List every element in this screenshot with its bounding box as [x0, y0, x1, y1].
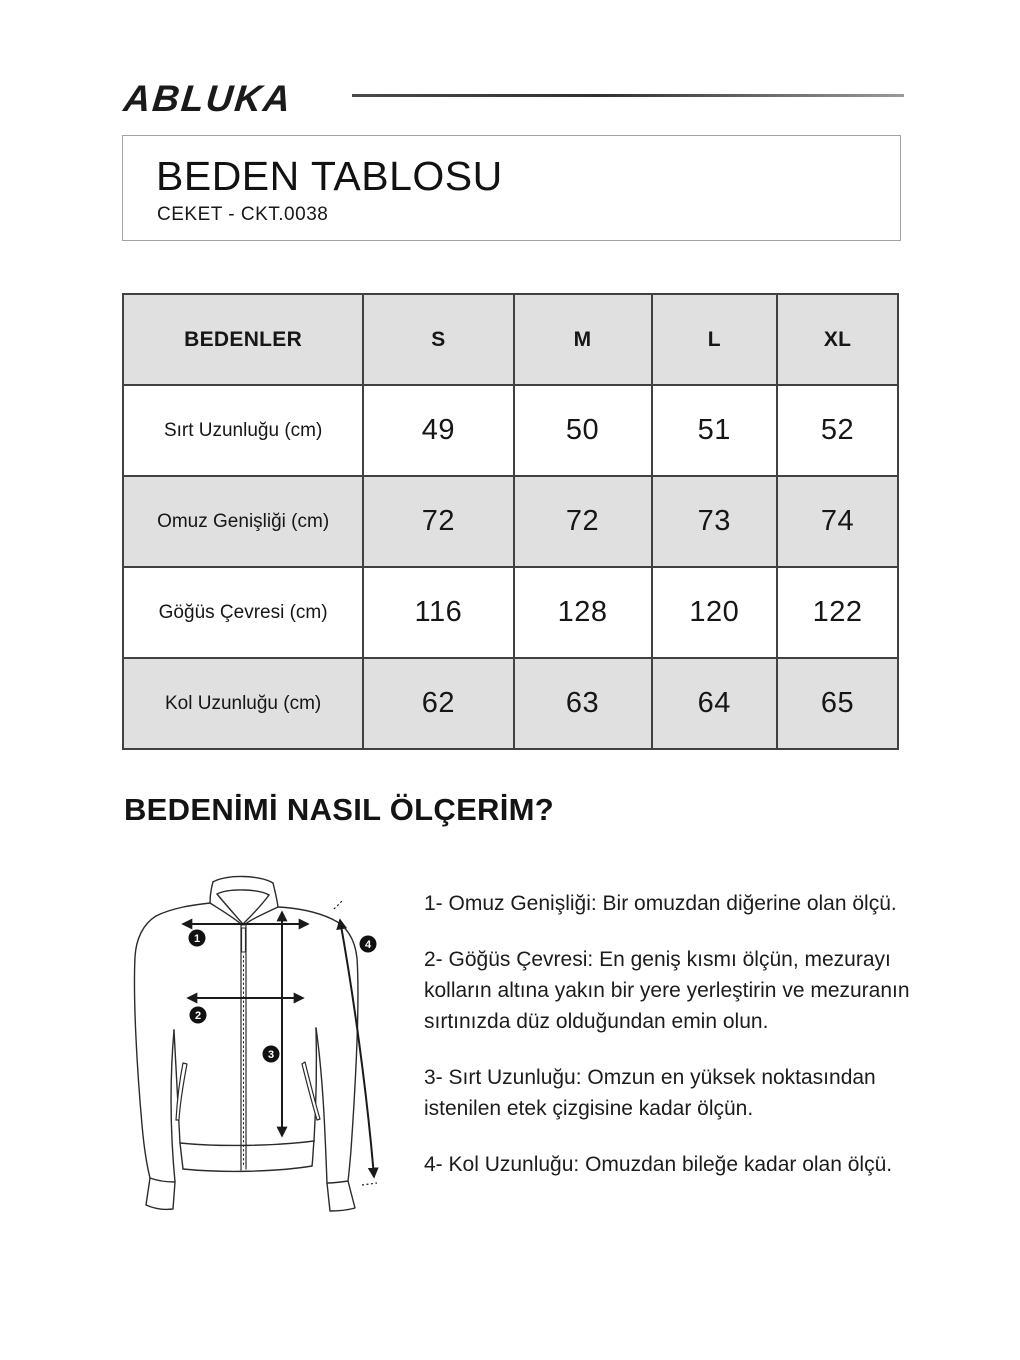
brand-logo: ABLUKA [121, 78, 295, 119]
header-cell-xl: XL [777, 294, 898, 385]
instruction-item: 4- Kol Uzunluğu: Omuzdan bileğe kadar olan ölçü. [424, 1153, 893, 1176]
instruction-list [424, 888, 914, 1205]
instruction-item: 2- Göğüs Çevresi: En geniş kısmı ölçün, mezurayı kolların altına yakın bir yere yerleştirin ve mezuranın sırtınızda düz olduğundan emin olun. [424, 948, 910, 1033]
svg-text:4: 4 [364, 939, 372, 951]
size-value: 49 [363, 385, 513, 476]
size-table [122, 293, 899, 750]
row-label: Göğüs Çevresi (cm) [123, 567, 363, 658]
size-value: 73 [652, 476, 778, 567]
row-label: Kol Uzunluğu (cm) [123, 658, 363, 749]
size-value: 72 [514, 476, 652, 567]
size-value: 51 [652, 385, 778, 476]
measure-badge-1 [189, 930, 206, 947]
table-row [123, 658, 898, 749]
jacket-outline [134, 876, 358, 1211]
sleeve-arrow-top-tick [334, 900, 343, 909]
size-value: 74 [777, 476, 898, 567]
product-code: CEKET - CKT.0038 [157, 204, 329, 225]
header-cell-m: M [514, 294, 652, 385]
table-row [123, 476, 898, 567]
title-box [122, 135, 901, 241]
size-value: 62 [363, 658, 513, 749]
page-title: BEDEN TABLOSU [156, 153, 503, 199]
measure-heading: BEDENİMİ NASIL ÖLÇERİM? [124, 792, 555, 827]
size-value: 50 [514, 385, 652, 476]
jacket-diagram [110, 862, 422, 1218]
size-value: 122 [777, 567, 898, 658]
header-cell-bedenler: BEDENLER [123, 294, 363, 385]
size-value: 52 [777, 385, 898, 476]
header-rule [352, 94, 904, 97]
row-label: Omuz Genişliği (cm) [123, 476, 363, 567]
measure-badge-4 [360, 936, 377, 953]
size-value: 128 [514, 567, 652, 658]
size-value: 116 [363, 567, 513, 658]
size-value: 63 [514, 658, 652, 749]
measure-badge-3 [263, 1046, 280, 1063]
svg-text:2: 2 [194, 1010, 202, 1022]
table-header-row [123, 294, 898, 385]
size-value: 64 [652, 658, 778, 749]
header-cell-l: L [652, 294, 778, 385]
svg-text:3: 3 [267, 1049, 275, 1061]
header-cell-s: S [363, 294, 513, 385]
row-label: Sırt Uzunluğu (cm) [123, 385, 363, 476]
sleeve-arrow-bottom-tick [362, 1183, 377, 1185]
instruction-item: 3- Sırt Uzunluğu: Omzun en yüksek noktasından istenilen etek çizgisine kadar ölçün. [424, 1066, 876, 1120]
table-row [123, 567, 898, 658]
instruction-item: 1- Omuz Genişliği: Bir omuzdan diğerine olan ölçü. [424, 892, 897, 915]
size-value: 65 [777, 658, 898, 749]
measure-badge-2 [190, 1007, 207, 1024]
size-value: 120 [652, 567, 778, 658]
size-value: 72 [363, 476, 513, 567]
table-row [123, 385, 898, 476]
svg-text:1: 1 [193, 933, 201, 945]
